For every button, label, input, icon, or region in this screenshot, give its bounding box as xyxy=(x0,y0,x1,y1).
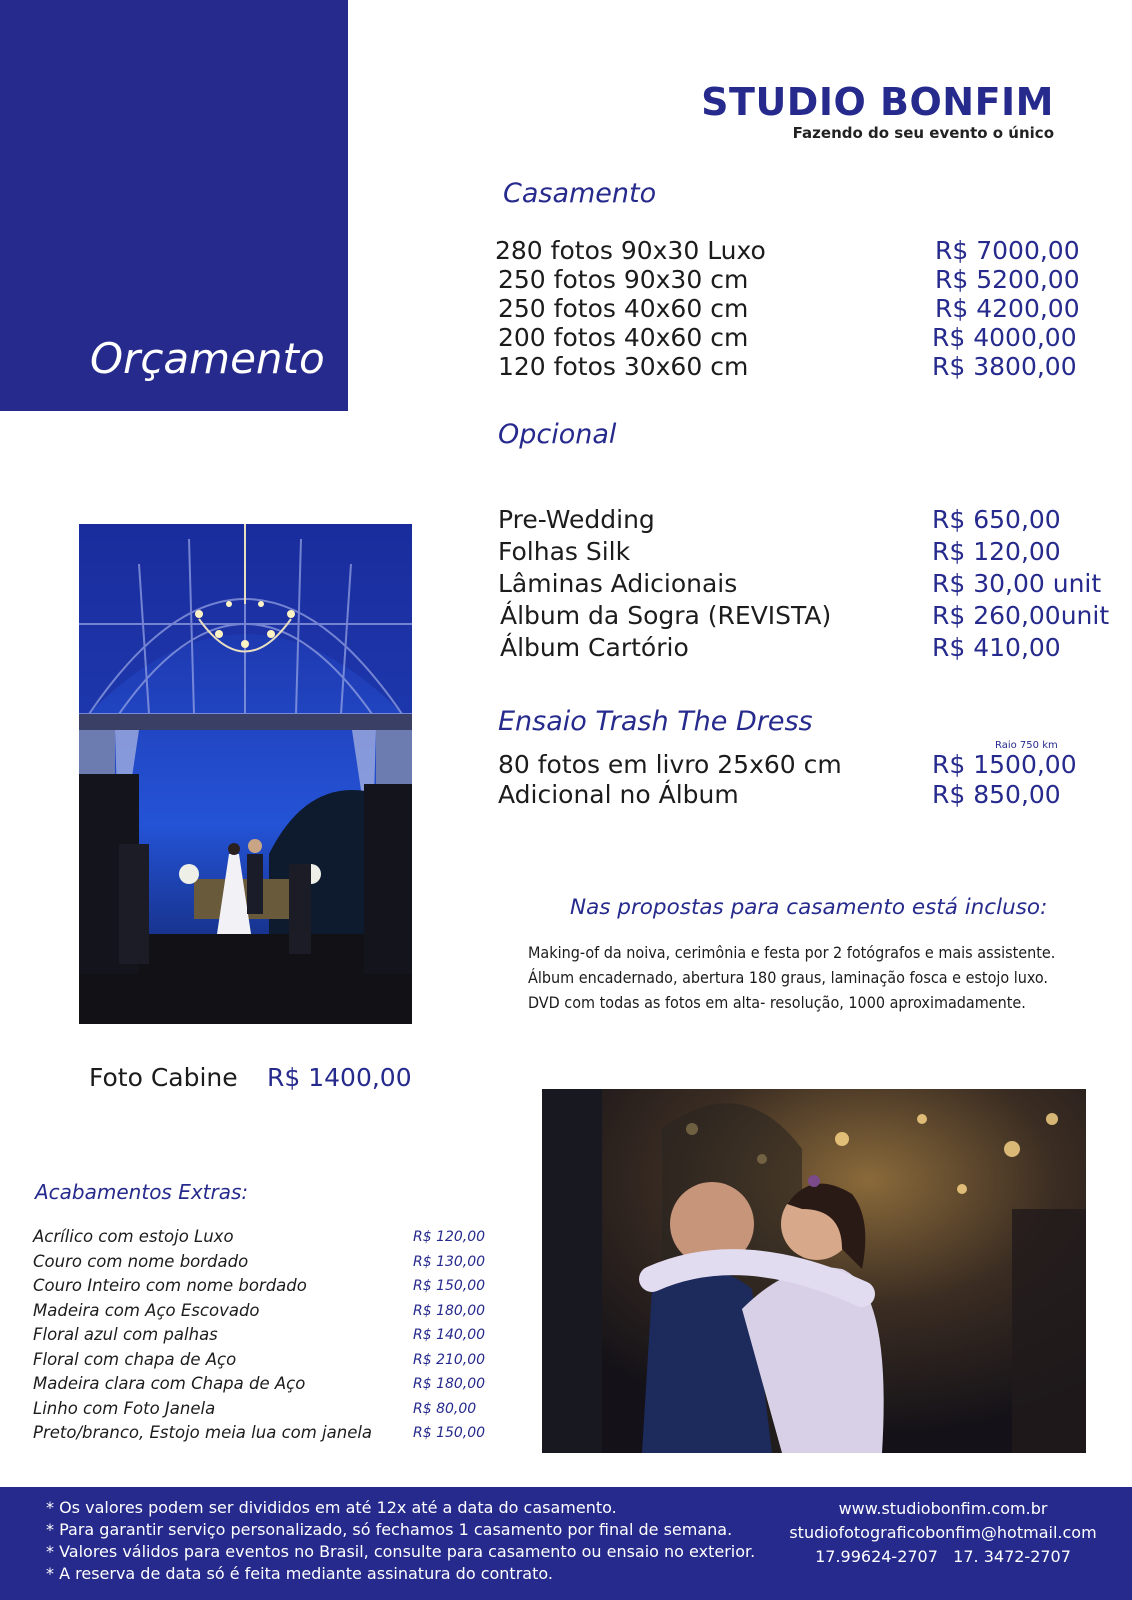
list-item xyxy=(33,1227,503,1252)
ceremony-photo xyxy=(79,524,412,1024)
extra-price: R$ 180,00 xyxy=(413,1302,486,1319)
list-item xyxy=(498,505,1118,537)
footer-note: * Para garantir serviço personalizado, só fechamos 1 casamento por final de semana. xyxy=(46,1520,733,1539)
footer-bar xyxy=(0,1487,1132,1600)
incluso-line: Álbum encadernado, abertura 180 graus, laminação fosca e estojo luxo. xyxy=(528,968,1048,987)
item-name: 250 fotos 90x30 cm xyxy=(498,265,749,294)
list-item xyxy=(495,352,1095,381)
item-price: R$ 410,00 xyxy=(932,633,1061,662)
email-link[interactable]: studiofotograficobonfim@hotmail.com xyxy=(789,1523,1097,1542)
extra-price: R$ 210,00 xyxy=(413,1351,486,1368)
extra-name: Acrílico com estojo Luxo xyxy=(33,1227,234,1246)
item-name: Lâminas Adicionais xyxy=(498,569,738,598)
item-price: R$ 1500,00 xyxy=(932,750,1077,779)
list-item xyxy=(33,1374,503,1399)
extra-name: Preto/branco, Estojo meia lua com janela xyxy=(33,1423,373,1442)
item-price: R$ 650,00 xyxy=(932,505,1061,534)
extra-name: Couro Inteiro com nome bordado xyxy=(33,1276,307,1295)
website-link[interactable]: www.studiobonfim.com.br xyxy=(838,1499,1048,1518)
item-price: R$ 30,00 unit xyxy=(932,569,1102,598)
footer-note: * Os valores podem ser divididos em até 12x até a data do casamento. xyxy=(46,1498,617,1517)
list-item xyxy=(495,236,1095,265)
foto-cabine-name: Foto Cabine xyxy=(89,1063,238,1092)
item-price: R$ 4000,00 xyxy=(932,323,1077,352)
extra-price: R$ 80,00 xyxy=(413,1400,477,1417)
item-price: R$ 7000,00 xyxy=(935,236,1080,265)
item-name: 200 fotos 40x60 cm xyxy=(498,323,749,352)
extras-title: Acabamentos Extras: xyxy=(35,1180,249,1204)
phone-numbers: 17.99624-2707 17. 3472-2707 xyxy=(815,1547,1071,1566)
dance-illustration xyxy=(542,1089,1086,1453)
list-item xyxy=(33,1301,503,1326)
list-item xyxy=(498,537,1118,569)
item-name: 120 fotos 30x60 cm xyxy=(498,352,749,381)
item-price: R$ 3800,00 xyxy=(932,352,1077,381)
opcional-list xyxy=(498,505,1118,665)
list-item xyxy=(495,294,1095,323)
dance-photo xyxy=(542,1089,1086,1453)
extras-list xyxy=(33,1227,503,1448)
extra-price: R$ 150,00 xyxy=(413,1278,486,1294)
item-name: 80 fotos em livro 25x60 cm xyxy=(498,750,842,779)
foto-cabine-price: R$ 1400,00 xyxy=(267,1063,412,1092)
list-item xyxy=(498,750,1098,780)
list-item xyxy=(498,601,1118,633)
item-price: R$ 5200,00 xyxy=(935,265,1080,294)
incluso-text xyxy=(528,940,1088,1015)
extra-price: R$ 140,00 xyxy=(413,1327,486,1343)
incluso-line: Making-of da noiva, cerimônia e festa por 2 fotógrafos e mais assistente. xyxy=(528,943,1056,962)
list-item xyxy=(33,1252,503,1277)
extra-name: Floral com chapa de Aço xyxy=(33,1349,237,1369)
trash-title: Ensaio Trash The Dress xyxy=(498,706,813,737)
list-item xyxy=(498,780,1098,810)
extra-name: Madeira com Aço Escovado xyxy=(33,1300,260,1320)
incluso-title: Nas propostas para casamento está incluso: xyxy=(570,895,1048,920)
brand-name: STUDIO BONFIM xyxy=(701,80,1054,124)
list-item xyxy=(33,1276,503,1301)
item-name: 250 fotos 40x60 cm xyxy=(498,294,749,323)
item-price: R$ 260,00unit xyxy=(932,601,1110,630)
trash-list xyxy=(498,750,1098,810)
extra-name: Couro com nome bordado xyxy=(33,1251,249,1271)
list-item xyxy=(495,323,1095,352)
extra-price: R$ 150,00 xyxy=(413,1425,486,1441)
item-price: R$ 120,00 xyxy=(932,537,1061,566)
footer-contact xyxy=(778,1497,1108,1569)
brand-tagline: Fazendo do seu evento o único xyxy=(792,124,1054,142)
list-item xyxy=(498,633,1118,665)
item-name: Pre-Wedding xyxy=(498,505,655,534)
list-item xyxy=(33,1350,503,1375)
list-item xyxy=(498,569,1118,601)
item-name: Folhas Silk xyxy=(498,537,631,566)
list-item xyxy=(495,265,1095,294)
extra-price: R$ 130,00 xyxy=(413,1253,486,1270)
item-price: R$ 850,00 xyxy=(932,780,1061,809)
extra-price: R$ 180,00 xyxy=(413,1376,486,1392)
item-name: Álbum Cartório xyxy=(500,633,689,662)
list-item xyxy=(33,1423,503,1448)
item-price: R$ 4200,00 xyxy=(935,294,1080,323)
banner-title: Orçamento xyxy=(90,334,325,383)
footer-note: * Valores válidos para eventos no Brasil, consulte para casamento ou ensaio no exterior. xyxy=(46,1542,756,1561)
casamento-list xyxy=(495,236,1095,381)
extra-name: Madeira clara com Chapa de Aço xyxy=(33,1374,306,1393)
list-item xyxy=(33,1399,503,1424)
ceremony-illustration xyxy=(79,524,412,1024)
incluso-line: DVD com todas as fotos em alta- resolução, 1000 aproximadamente. xyxy=(528,993,1026,1012)
opcional-title: Opcional xyxy=(498,419,617,450)
list-item xyxy=(33,1325,503,1350)
item-name: Adicional no Álbum xyxy=(498,780,739,809)
extra-name: Floral azul com palhas xyxy=(33,1325,218,1344)
radius-note: Raio 750 km xyxy=(995,740,1058,751)
casamento-title: Casamento xyxy=(503,178,657,209)
item-name: Álbum da Sogra (REVISTA) xyxy=(500,601,832,630)
extra-price: R$ 120,00 xyxy=(413,1229,486,1245)
item-name: 280 fotos 90x30 Luxo xyxy=(495,236,766,265)
title-banner xyxy=(0,0,348,411)
extra-name: Linho com Foto Janela xyxy=(33,1398,216,1418)
footer-note: * A reserva de data só é feita mediante assinatura do contrato. xyxy=(46,1564,553,1583)
footer-notes xyxy=(46,1497,755,1585)
